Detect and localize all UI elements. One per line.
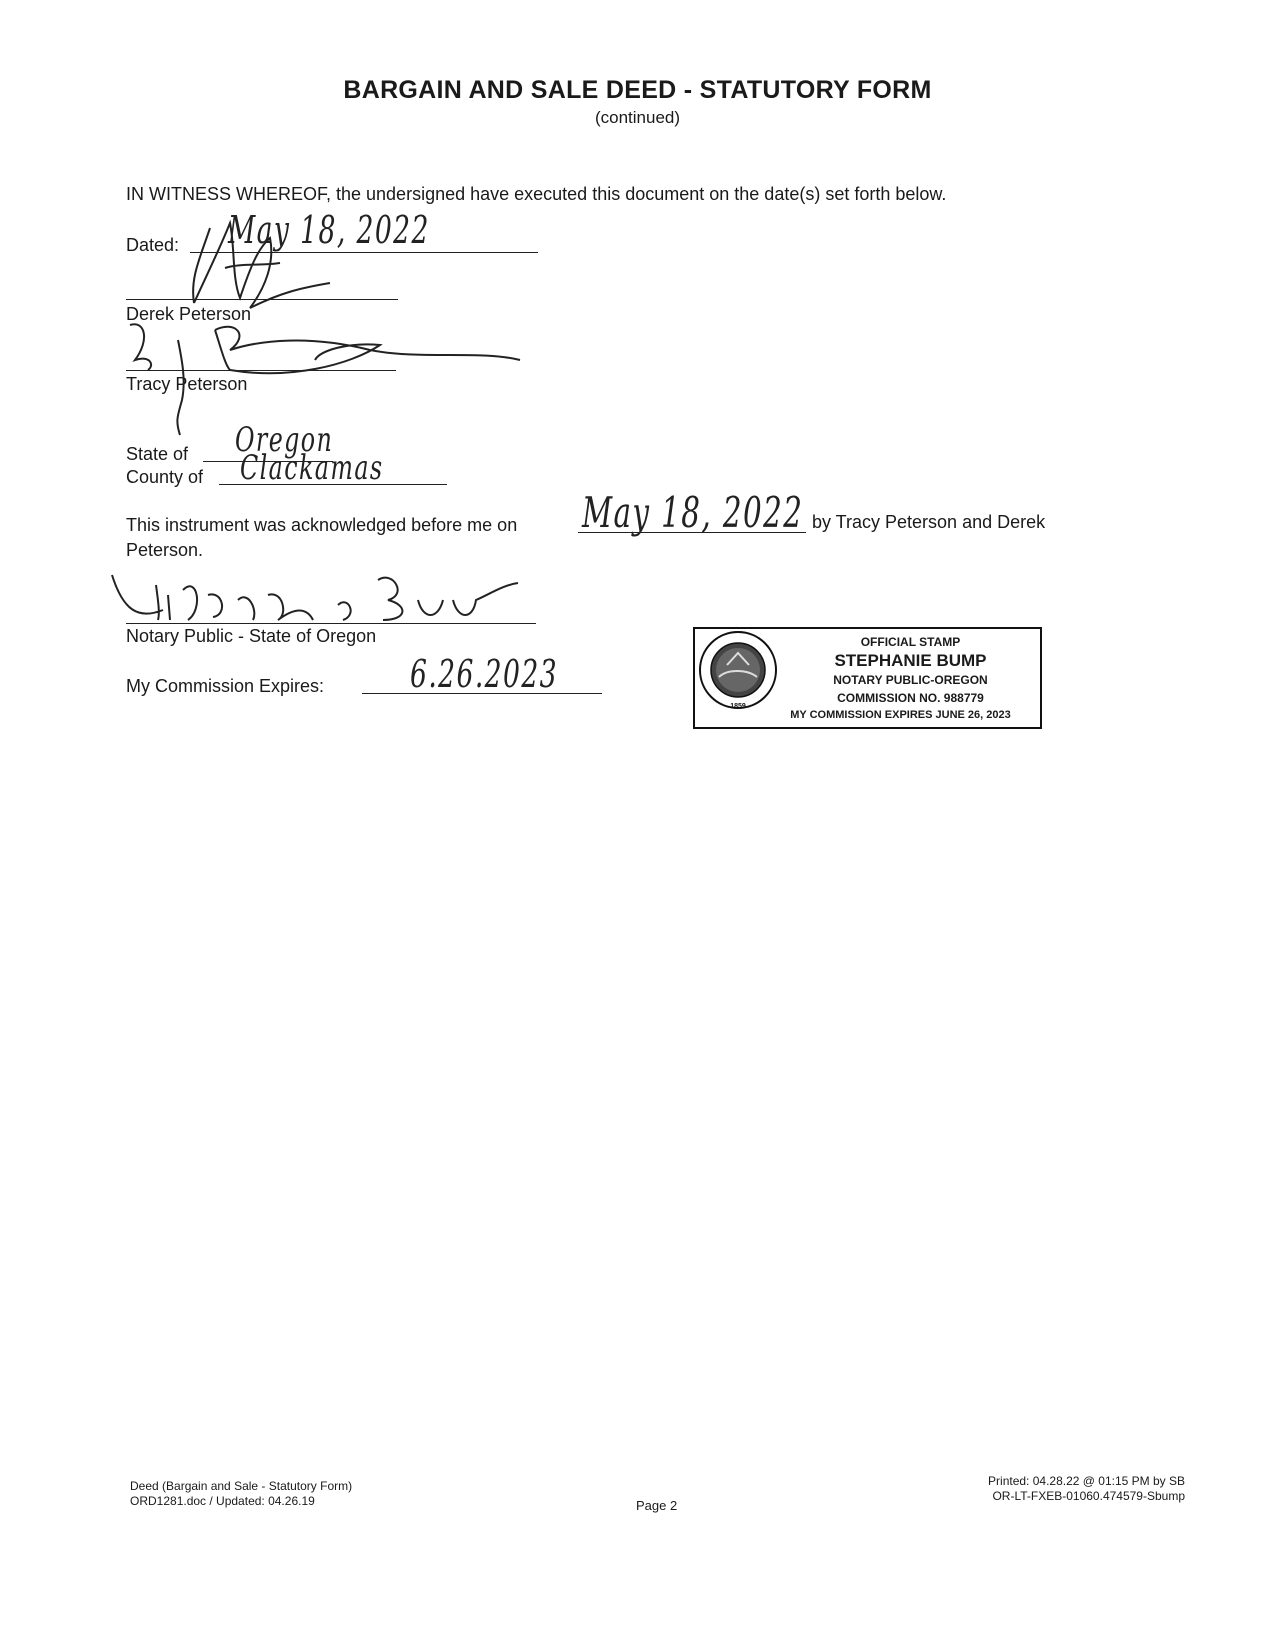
document-title: BARGAIN AND SALE DEED - STATUTORY FORM bbox=[343, 76, 932, 104]
footer-form-version: ORD1281.doc / Updated: 04.26.19 bbox=[130, 1494, 315, 1508]
state-seal-icon bbox=[697, 629, 779, 711]
state-handwritten-value: Oregon bbox=[235, 420, 334, 460]
ack-text-after: by Tracy Peterson and Derek bbox=[812, 512, 1046, 532]
footer-printed: Printed: 04.28.22 @ 01:15 PM by SB bbox=[988, 1474, 1185, 1488]
footer-print-info bbox=[988, 1474, 1185, 1504]
dated-handwritten-value: May 18, 2022 bbox=[228, 208, 430, 252]
commission-handwritten-value: 6.26.2023 bbox=[410, 652, 558, 696]
notary-signature-line bbox=[126, 623, 536, 624]
svg-text:1859: 1859 bbox=[730, 703, 746, 710]
notary-signature bbox=[108, 565, 528, 635]
commission-label: My Commission Expires: bbox=[126, 676, 325, 696]
notary-label: Notary Public - State of Oregon bbox=[126, 626, 377, 646]
signer-derek-name: Derek Peterson bbox=[126, 304, 252, 324]
dated-label: Dated: bbox=[126, 235, 180, 255]
footer-form-title: Deed (Bargain and Sale - Statutory Form) bbox=[130, 1479, 353, 1493]
footer-form-name bbox=[130, 1479, 352, 1509]
ack-handwritten-date: May 18, 2022 bbox=[582, 488, 804, 537]
signature-derek bbox=[180, 208, 350, 323]
county-label: County of bbox=[126, 467, 204, 487]
signer-tracy-name: Tracy Peterson bbox=[126, 374, 248, 394]
ack-text-before: This instrument was acknowledged before me on bbox=[126, 515, 518, 535]
stamp-commission-expires: MY COMMISSION EXPIRES JUNE 26, 2023 bbox=[790, 709, 1011, 721]
stamp-notary-title: NOTARY PUBLIC-OREGON bbox=[833, 673, 988, 687]
county-handwritten-value: Clackamas bbox=[240, 448, 384, 488]
footer-file-id: OR-LT-FXEB-01060.474579-Sbump bbox=[992, 1489, 1185, 1503]
stamp-line-official: OFFICIAL STAMP bbox=[860, 635, 961, 649]
state-label: State of bbox=[126, 444, 189, 464]
stamp-notary-name: STEPHANIE BUMP bbox=[834, 651, 987, 670]
ack-text-wrap: Peterson. bbox=[126, 540, 204, 560]
witness-statement: IN WITNESS WHEREOF, the undersigned have executed this document on the date(s) set forth below. bbox=[126, 184, 947, 204]
document-subtitle: (continued) bbox=[594, 108, 681, 127]
stamp-commission-number: COMMISSION NO. 988779 bbox=[837, 691, 984, 705]
footer-page-number: Page 2 bbox=[636, 1498, 678, 1513]
